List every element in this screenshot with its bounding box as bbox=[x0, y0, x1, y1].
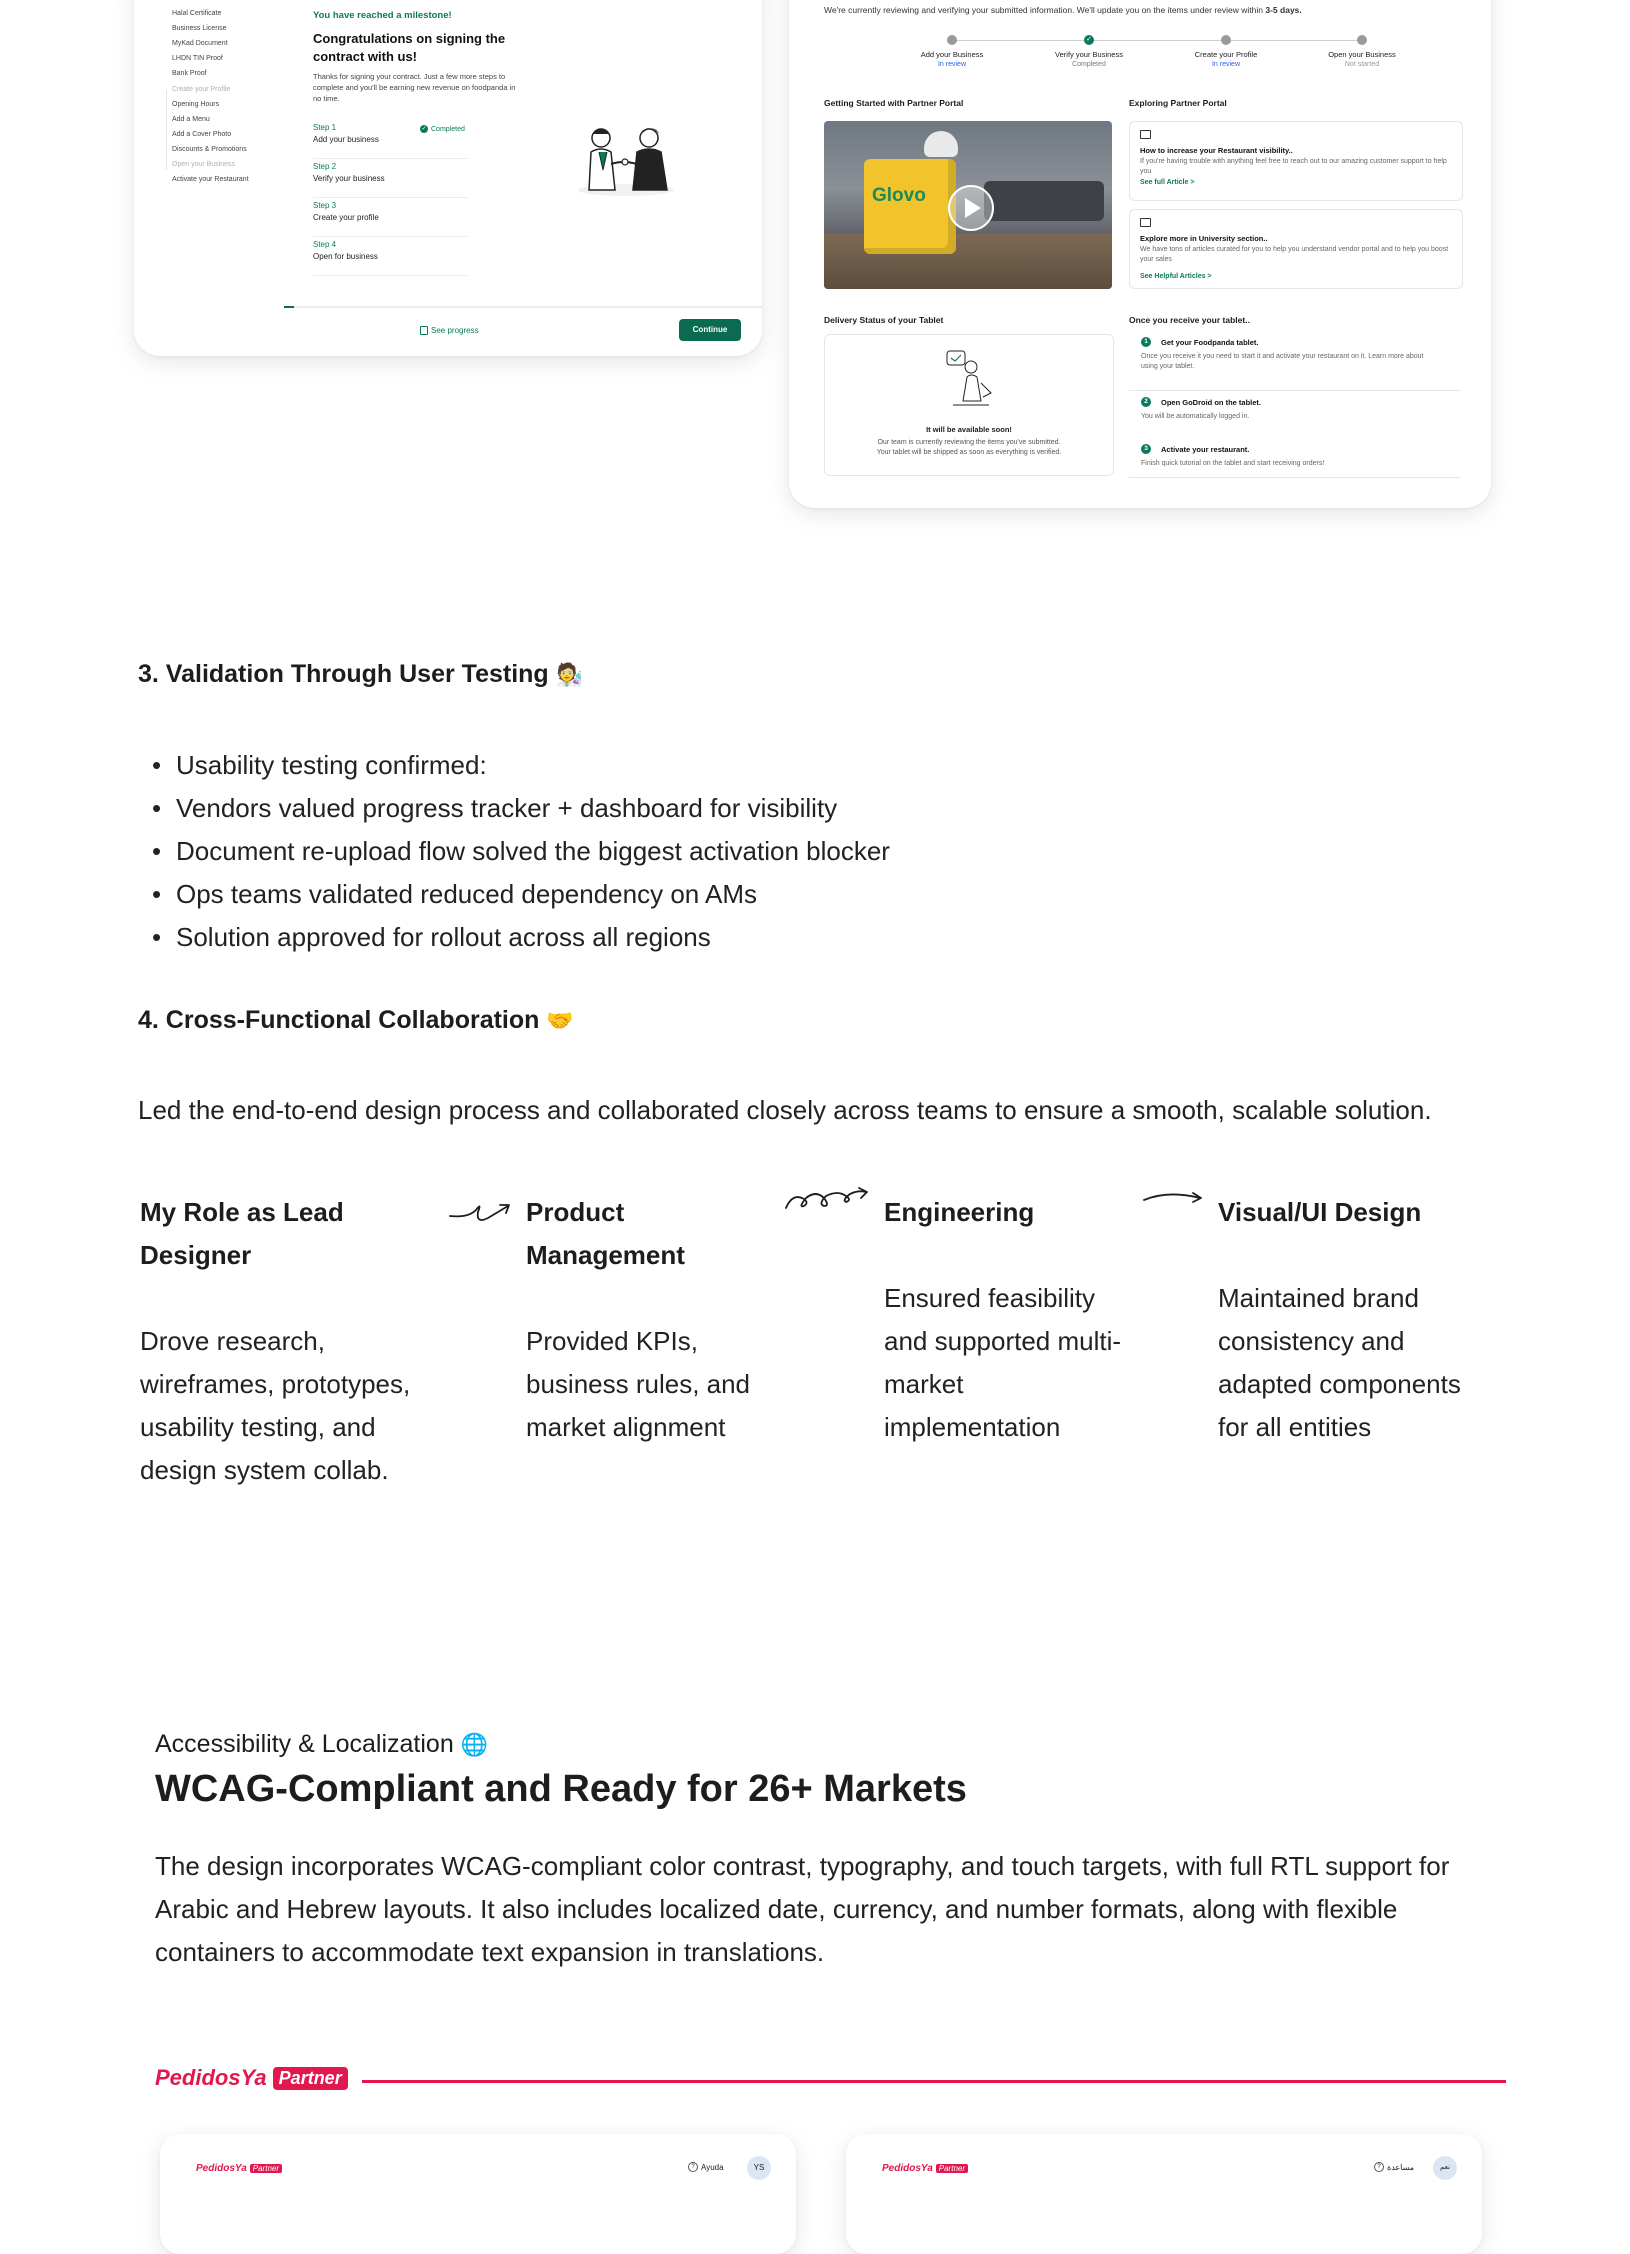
step-label: Step 1 bbox=[313, 123, 337, 132]
accessibility-title: WCAG-Compliant and Ready for 26+ Markets bbox=[155, 1768, 967, 1810]
getting-started-title: Getting Started with Partner Portal bbox=[824, 98, 964, 108]
pedidos-logo bbox=[155, 2065, 348, 2091]
explore-card[interactable] bbox=[1129, 209, 1463, 289]
step-rows bbox=[313, 120, 473, 276]
see-progress-label: See progress bbox=[431, 326, 479, 335]
once-step-title: Open GoDroid on the tablet. bbox=[1161, 398, 1261, 407]
step-status: Completed bbox=[431, 125, 465, 133]
see-progress-link[interactable] bbox=[420, 326, 479, 335]
pedidos-brand: PedidosYa bbox=[155, 2065, 267, 2090]
sidebar-item[interactable]: Bank Proof bbox=[172, 70, 207, 77]
step-completed-badge bbox=[420, 125, 465, 133]
col2-text: Provided KPIs, business rules, and market alignment bbox=[526, 1326, 751, 1442]
handshake-emoji: 🤝 bbox=[546, 1008, 574, 1033]
delivery-heading: It will be available soon! bbox=[926, 425, 1012, 434]
progress-strip-fill bbox=[284, 306, 294, 308]
mock-sidebar bbox=[172, 6, 272, 187]
once-step bbox=[1129, 334, 1461, 391]
eyebrow-text: Accessibility & Localization bbox=[155, 1730, 454, 1758]
section3-title bbox=[138, 660, 583, 689]
step-number-badge: 2 bbox=[1141, 397, 1151, 407]
sidebar-open-list bbox=[172, 172, 272, 187]
help-circle-icon: ? bbox=[688, 2162, 698, 2172]
review-note-text: We're currently reviewing and verifying your submitted information. We'll update you on the items under review within bbox=[824, 5, 1266, 15]
sidebar-item[interactable]: Business License bbox=[172, 25, 227, 32]
help-circle-icon: ? bbox=[1374, 2162, 1384, 2172]
review-note-days: 3-5 days. bbox=[1265, 5, 1302, 15]
video-cars bbox=[984, 181, 1104, 221]
tracker-dot-icon bbox=[947, 35, 957, 45]
exploring-title: Exploring Partner Portal bbox=[1129, 98, 1227, 108]
book-icon bbox=[1140, 218, 1151, 227]
dashboard-mock-right bbox=[789, 0, 1491, 508]
validation-bullet: • Usability testing confirmed: bbox=[140, 744, 1240, 787]
collab-col-1 bbox=[140, 1191, 470, 1492]
tracker-check-icon: ✓ bbox=[1084, 35, 1094, 45]
sidebar-item[interactable]: Add a Cover Photo bbox=[172, 131, 232, 138]
once-step-text: Once you receive it you need to start it and activate your restaurant on it. Learn more about using your tablet. bbox=[1141, 353, 1424, 370]
help-link[interactable] bbox=[688, 2162, 724, 2172]
tracker-status: In review bbox=[937, 61, 966, 68]
rider-helmet bbox=[924, 131, 958, 157]
step-value: Verify your business bbox=[313, 174, 385, 183]
scientist-emoji: 🧑‍🔬 bbox=[555, 662, 584, 687]
tracker-dot-icon bbox=[1221, 35, 1231, 45]
help-label: Ayuda bbox=[701, 2162, 724, 2172]
validation-bullet: • Ops teams validated reduced dependency on AMs bbox=[140, 873, 1240, 916]
pedidos-mock-right bbox=[846, 2134, 1482, 2254]
collab-col-3 bbox=[884, 1191, 1144, 1449]
mock-right-logo bbox=[882, 2163, 968, 2174]
collab-col-2 bbox=[526, 1191, 796, 1449]
accessibility-eyebrow bbox=[155, 1730, 488, 1759]
mock-left-logo bbox=[196, 2163, 282, 2174]
sidebar-item[interactable]: Add a Menu bbox=[172, 116, 210, 123]
help-label-rtl: مساعدة bbox=[1387, 2162, 1415, 2172]
sidebar-item[interactable]: Opening Hours bbox=[172, 101, 220, 108]
tracker-status: Completed bbox=[1072, 61, 1106, 68]
validation-bullet: • Document re-upload flow solved the biggest activation blocker bbox=[140, 830, 1240, 873]
step-row bbox=[313, 237, 468, 276]
collab-col-4 bbox=[1218, 1191, 1498, 1449]
sidebar-section-profile: Create your Profile bbox=[172, 86, 231, 93]
progress-strip bbox=[284, 306, 762, 308]
section4-title-text: 4. Cross-Functional Collaboration bbox=[138, 1006, 540, 1034]
validation-bullet: • Vendors valued progress tracker + dashboard for visibility bbox=[140, 787, 1240, 830]
sidebar-item[interactable]: LHDN TIN Proof bbox=[172, 55, 223, 62]
mock-right-brand: PedidosYa bbox=[882, 2163, 933, 2174]
step-number-badge: 1 bbox=[1141, 337, 1151, 347]
once-step-title: Get your Foodpanda tablet. bbox=[1161, 338, 1259, 347]
tracker-line bbox=[952, 40, 1362, 41]
mock-right-badge: Partner bbox=[936, 2164, 968, 2173]
continue-button[interactable]: Continue bbox=[679, 319, 741, 341]
section3-title-text: 3. Validation Through User Testing bbox=[138, 660, 549, 688]
delivery-bag bbox=[864, 159, 956, 254]
col3-text: Ensured feasibility and supported multi-market implementation bbox=[884, 1283, 1122, 1442]
explore-card-title: Explore more in University section.. bbox=[1140, 234, 1268, 243]
tracker-label: Add your Business bbox=[920, 50, 984, 59]
col4-text: Maintained brand consistency and adapted components for all entities bbox=[1218, 1283, 1461, 1442]
once-step bbox=[1129, 441, 1461, 478]
validation-bullets bbox=[140, 744, 1240, 959]
explore-card-text: If you're having trouble with anything feel free to reach out to our amazing customer support to help you bbox=[1140, 158, 1447, 175]
sidebar-verify-list bbox=[172, 6, 272, 81]
avatar[interactable]: YS bbox=[747, 2156, 771, 2180]
sidebar-section-open: Open your Business bbox=[172, 161, 236, 168]
globe-emoji: 🌐 bbox=[460, 1732, 489, 1757]
pedidos-mock-left bbox=[160, 2134, 796, 2254]
tracker-label: Open your Business bbox=[1328, 50, 1396, 59]
sidebar-item[interactable]: Activate your Restaurant bbox=[172, 176, 249, 183]
delivery-title: Delivery Status of your Tablet bbox=[824, 315, 944, 325]
once-step-text: You will be automatically logged in. bbox=[1141, 413, 1250, 420]
sidebar-item[interactable]: Discounts & Promotions bbox=[172, 146, 247, 153]
tracker-label: Create your Profile bbox=[1194, 50, 1258, 59]
tracker-dot-icon bbox=[1357, 35, 1367, 45]
col3-title: Engineering bbox=[884, 1197, 1035, 1227]
play-icon bbox=[965, 198, 981, 218]
step-row bbox=[313, 198, 468, 237]
step-label: Step 2 bbox=[313, 162, 337, 171]
bag-brand: Glovo bbox=[872, 185, 926, 206]
loop-arrow-2-icon bbox=[784, 1186, 870, 1216]
col2-title: Product Management bbox=[526, 1197, 685, 1270]
explore-card-text: We have tons of articles curated for you to help you understand vendor portal and to help you boost your sales bbox=[1140, 246, 1449, 263]
section4-title bbox=[138, 1006, 574, 1035]
step-row bbox=[313, 159, 468, 198]
col4-title: Visual/UI Design bbox=[1218, 1197, 1422, 1227]
explore-card-link[interactable]: See Helpful Articles > bbox=[1140, 273, 1212, 280]
explore-card-link[interactable]: See full Article > bbox=[1140, 179, 1195, 186]
sidebar-profile-list bbox=[172, 97, 272, 157]
explore-card[interactable] bbox=[1129, 121, 1463, 201]
mock-left-badge: Partner bbox=[250, 2164, 282, 2173]
sidebar-item[interactable]: MyKad Document bbox=[172, 40, 228, 47]
sidebar-rail bbox=[166, 90, 167, 170]
pedidos-badge: Partner bbox=[273, 2067, 348, 2090]
tracker-status: Not started bbox=[1344, 61, 1380, 68]
step-label: Step 3 bbox=[313, 201, 337, 210]
megaphone-icon bbox=[1140, 130, 1151, 139]
step-value: Add your business bbox=[313, 135, 379, 144]
step-number-badge: 3 bbox=[1141, 444, 1151, 454]
once-step-text: Finish quick tutorial on the tablet and start receiving orders! bbox=[1141, 460, 1325, 467]
step-label: Step 4 bbox=[313, 240, 337, 249]
onboarding-mock-left bbox=[134, 0, 762, 356]
check-circle-icon: ✓ bbox=[421, 126, 427, 132]
clipboard-icon bbox=[420, 326, 428, 335]
review-note bbox=[824, 5, 1302, 15]
avatar-rtl[interactable]: نعم bbox=[1433, 2156, 1457, 2180]
squiggle-arrow-1-icon bbox=[448, 1198, 512, 1228]
col1-text: Drove research, wireframes, prototypes, usability testing, and design system collab. bbox=[140, 1326, 411, 1485]
delivery-card bbox=[824, 334, 1114, 476]
help-link-rtl[interactable] bbox=[1374, 2162, 1414, 2172]
validation-bullet: • Solution approved for rollout across all regions bbox=[140, 916, 1240, 959]
curve-arrow-3-icon bbox=[1142, 1186, 1204, 1208]
once-title: Once you receive your tablet.. bbox=[1129, 315, 1250, 325]
mock-left-brand: PedidosYa bbox=[196, 2163, 247, 2174]
accessibility-body: The design incorporates WCAG-compliant color contrast, typography, and touch targets, with full RTL support for Arabic and Hebrew layouts. It also includes localized date, currency, and number formats, along with flexible containers to accommodate text expansion in translations. bbox=[155, 1851, 1450, 1967]
video-thumbnail[interactable] bbox=[824, 121, 1112, 289]
congrats-intro: Thanks for signing your contract. Just a few more steps to complete and you'll be earning new revenue on foodpanda in no time. bbox=[313, 72, 516, 103]
step-value: Create your profile bbox=[313, 213, 379, 222]
section4-intro: Led the end-to-end design process and collaborated closely across teams to ensure a smooth, scalable solution. bbox=[138, 1095, 1432, 1125]
milestone-text: You have reached a milestone! bbox=[313, 10, 452, 21]
congrats-heading: Congratulations on signing the contract with us! bbox=[313, 31, 506, 64]
once-step-title: Activate your restaurant. bbox=[1161, 445, 1250, 454]
explore-card-title: How to increase your Restaurant visibility.. bbox=[1140, 146, 1293, 155]
tracker-label: Verify your Business bbox=[1055, 50, 1123, 59]
step-value: Open for business bbox=[313, 252, 378, 261]
delivery-illustration bbox=[943, 349, 997, 409]
tracker-status: In review bbox=[1211, 61, 1240, 68]
handshake-illustration bbox=[571, 120, 681, 200]
col1-title: My Role as Lead Designer bbox=[140, 1197, 344, 1270]
pedidos-divider bbox=[362, 2080, 1506, 2083]
delivery-text: Our team is currently reviewing the items you've submitted. Your tablet will be shipped as soon as everything is verified. bbox=[876, 439, 1062, 456]
sidebar-item[interactable]: Halal Certificate bbox=[172, 10, 222, 17]
play-button[interactable] bbox=[948, 185, 994, 231]
step-list bbox=[313, 120, 473, 276]
